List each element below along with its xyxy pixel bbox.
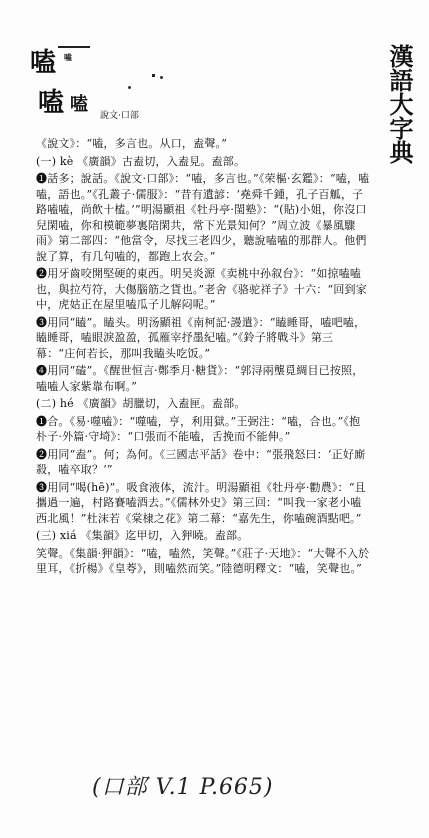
entry-line: ❹用同“磕”。《醒世恒言·鄭季月·糖貨》：“郭浔兩壟覓綢目已按照，嗑嗑人家紫靠布啊。” (36, 364, 364, 393)
entry-line: (二) hé 《廣韻》胡臘切，入盍匣。盍部。 (36, 397, 246, 410)
scan-dot (160, 76, 163, 79)
entry-line: (一) kè 《廣韻》古盍切，入盍見。盍部。 (36, 154, 246, 168)
entry-line: ❷用牙齒咬開堅硬的東西。明吴炎源《卖桃中孙叙台》：“如掠嗑嗑也，與拉芍符，大傷腦筋之貨也。”老舍《骆驼祥子》十六：“回到家中，虎姑正在屋里嗑瓜子儿解闷呢。” (36, 267, 367, 311)
entry-line: ❶合。《易·噬嗑》：“噬嗑，亨，利用獄。”王弼注：“嗑，合也。”《抱朴子·外篇·守埼》：“口張而不能嗑，舌挽而不能伸。” (36, 414, 361, 443)
entry-line: 笑聲。《集韻·狎韻》：“嗑，嗑然，笑聲。”《莊子·天地》：“大聲不入於里耳，《折楊》《皇荂》，則嗑然而笑。”陸德明釋文：“嗑，笑聲也。” (36, 546, 370, 575)
entry-body (36, 136, 371, 577)
entry-line: ❷用同“盍”。何；為何。《三國志平話》卷中：“張飛怒曰：‘正好廝殺，嗑卒取？’” (36, 447, 366, 476)
head-char-2-variant: 嗑 (70, 94, 88, 115)
head-char-1-tag: 嗑 (64, 52, 72, 62)
book-title-vertical: 漢語大字典 (385, 44, 413, 164)
entry-line: 《說文》：“嗑，多言也。从口，盍聲。” (36, 137, 228, 150)
top-divider (58, 46, 90, 48)
source-note: 說文·口部 (100, 111, 139, 121)
scan-dot (128, 86, 131, 89)
entry-line: ❸用同“喝(hē)”。吸食液体，流汁。明湯顯祖《牡丹亭·勸農》：“且攜過一遍，村路賽嗑酒去。”《儒林外史》第三回：“叫我一家老小嗑西北風！”杜沫若《棠棣之花》第二幕：“嘉先生，你嗑碗酒點吧。” (36, 480, 366, 525)
head-char-2: 嗑 (38, 88, 65, 118)
entry-line: ❶話多；說話。《說文·口部》：“嗑，多言也。”《荣樞·玄鑑》：“嗑，嗑嗑，語也。”《孔叢子·儒服》：“昔有遺諺：‘堯舜千鍾，孔子百觚，子路嗑嗑，尚飲十榼。’”明湯顯祖《牡丹亭·閨塾》：“(貼)小姐，你沒口兒閑嗑，你和模範夢裏陪閑共，常下光景知何？”周立波《暴風驟雨》第二部四：“他當令，尽找三老四少，聽說嗑嗑的那群人。他們說了算，有几句嗑的，都跑上农会。” (36, 172, 370, 263)
handwritten-note: (口部 V.1 P.665) (92, 775, 274, 800)
scan-mark (152, 74, 155, 77)
head-char-1: 嗑 (30, 48, 57, 78)
entry-line: ❸用同“瞌”。瞌头。明汤顯祖《南柯記·謾遣》：“瞌睡哥，嗑吧嗑，瞌睡哥，嗑眼淚盈盈，孤雁宰抒墨紀嗑。”《鈴子將戰斗》第三幕：“庄何若长，那叫我瞌头吃饭。” (36, 315, 366, 360)
entry-line: (三) xiá 《集韻》迄甲切，入狎曉。盍部。 (36, 529, 249, 542)
